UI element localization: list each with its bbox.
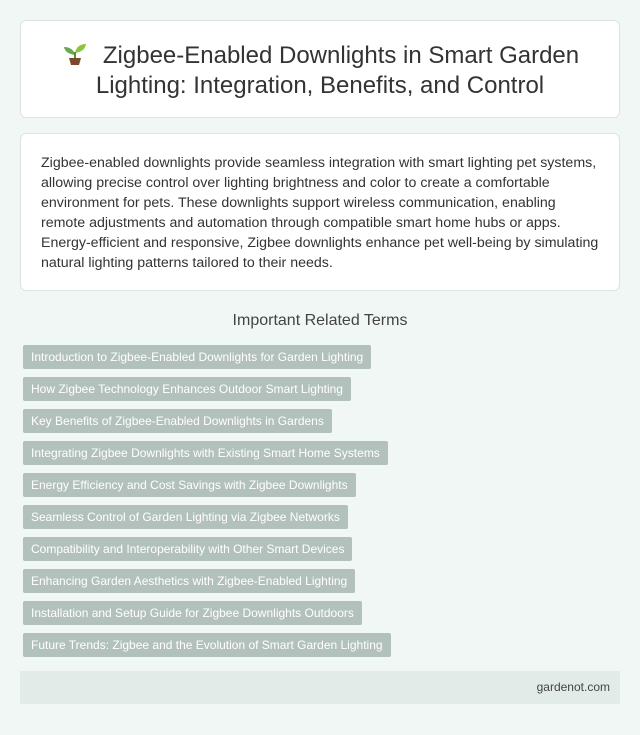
related-term-tag[interactable]: Enhancing Garden Aesthetics with Zigbee-Enabled Lighting	[23, 569, 355, 593]
related-term-tag[interactable]: Compatibility and Interoperability with Other Smart Devices	[23, 537, 352, 561]
related-term-tag[interactable]: Key Benefits of Zigbee-Enabled Downlights in Gardens	[23, 409, 332, 433]
title-card	[20, 20, 620, 118]
title-text: Zigbee-Enabled Downlights in Smart Garden Lighting: Integration, Benefits, and Control	[95, 42, 580, 99]
related-term-tag[interactable]: Introduction to Zigbee-Enabled Downlights for Garden Lighting	[23, 345, 371, 369]
related-term-tag[interactable]: How Zigbee Technology Enhances Outdoor Smart Lighting	[23, 377, 351, 401]
footer	[20, 671, 620, 704]
related-term-tag[interactable]: Energy Efficiency and Cost Savings with Zigbee Downlights	[23, 473, 356, 497]
seedling-icon	[61, 41, 89, 65]
related-term-tag[interactable]: Future Trends: Zigbee and the Evolution of Smart Garden Lighting	[23, 633, 391, 657]
related-term-tag[interactable]: Seamless Control of Garden Lighting via Zigbee Networks	[23, 505, 348, 529]
footer-site-link[interactable]: gardenot.com	[536, 680, 610, 694]
summary-card	[20, 133, 620, 291]
related-terms-list	[23, 345, 623, 665]
related-terms-heading: Important Related Terms	[232, 312, 408, 329]
summary-text: Zigbee-enabled downlights provide seamless integration with smart lighting pet systems, allowing precise control over lighting brightness and color to create a comfortable environment for pets. These downlights support wireless communication, enabling remote adjustments and automation through compatible smart home hubs or apps. Energy-efficient and responsive, Zigbee downlights enhance pet well-being by simulating natural lighting patterns tailored to their needs.	[41, 155, 599, 271]
related-term-tag[interactable]: Integrating Zigbee Downlights with Existing Smart Home Systems	[23, 441, 388, 465]
related-term-tag[interactable]: Installation and Setup Guide for Zigbee Downlights Outdoors	[23, 601, 362, 625]
page-title	[41, 41, 599, 101]
